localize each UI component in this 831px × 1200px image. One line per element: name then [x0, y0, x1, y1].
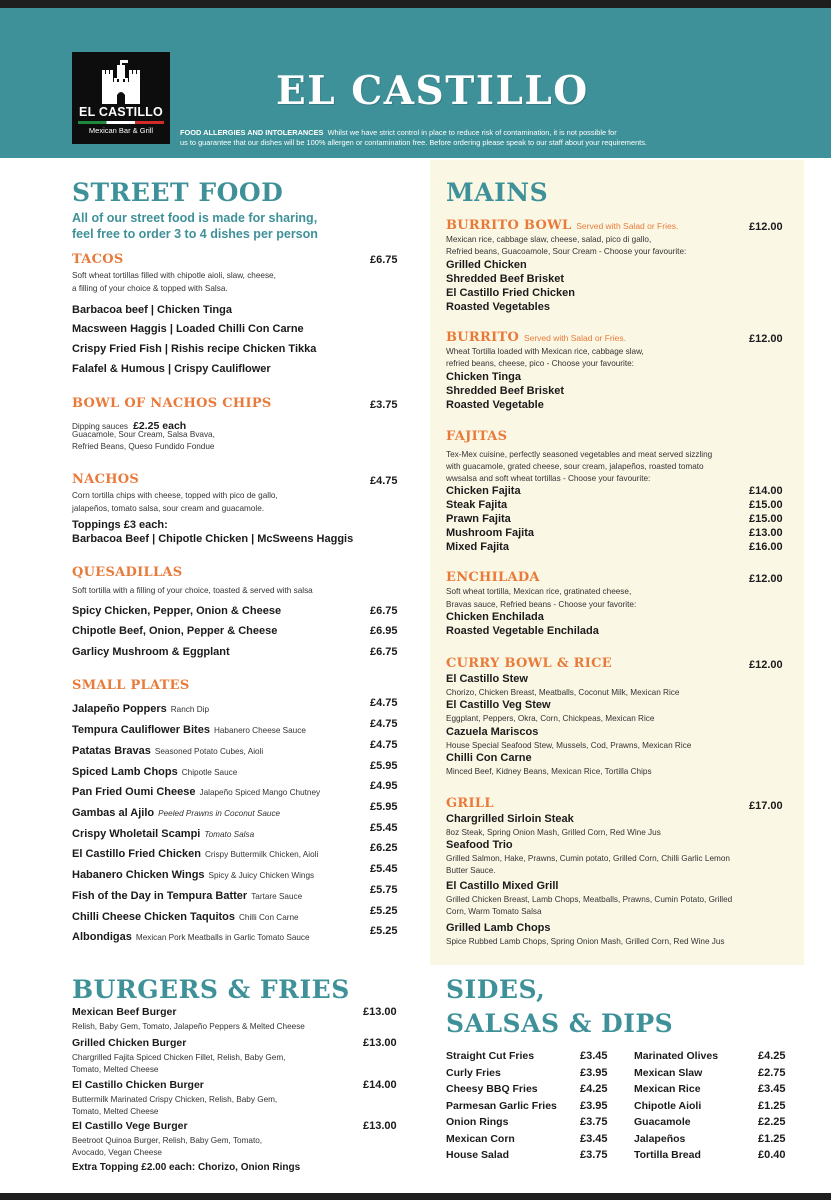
small-plate-price: £5.25 [370, 925, 398, 937]
small-plate-price: £4.75 [370, 739, 398, 751]
small-plate-note: Ranch Dip [170, 705, 209, 714]
side-price: £1.25 [758, 1133, 786, 1145]
small-plate-name: Crispy Wholetail Scampi [72, 828, 201, 840]
burrito-bowl-note: Served with Salad or Fries. [576, 221, 679, 231]
grill-price: £17.00 [749, 800, 783, 812]
small-plate-note: Habanero Cheese Sauce [213, 726, 306, 735]
small-plate-price: £5.45 [370, 863, 398, 875]
allergy-text-2: us to guarantee that our dishes will be 100% allergen or contamination free. Before ordering please speak to our staff about your requirements. [180, 137, 647, 147]
nachos-chips-title: BOWL OF NACHOS CHIPS [72, 396, 272, 411]
burger-name: El Castillo Chicken Burger [72, 1079, 204, 1091]
quesadilla-price: £6.75 [370, 605, 398, 617]
tacos-price: £6.75 [370, 254, 398, 266]
side-price: £3.75 [580, 1116, 608, 1128]
allergy-notice [180, 128, 740, 147]
side-price: £3.45 [580, 1133, 608, 1145]
side-name: Chipotle Aioli [634, 1100, 702, 1112]
enchilada-title: ENCHILADA [446, 570, 540, 585]
grill-item-desc: Spice Rubbed Lamb Chops, Spring Onion Mash, Grilled Corn, Red Wine Jus [446, 937, 725, 946]
curry-item-desc: House Special Seafood Stew, Mussels, Cod, Prawns, Mexican Rice [446, 741, 692, 750]
quesadilla-item: Garlicy Mushroom & Eggplant [72, 646, 230, 658]
side-name: Mexican Corn [446, 1133, 515, 1145]
street-food-title: STREET FOOD [72, 178, 284, 207]
small-plate-name: El Castillo Fried Chicken [72, 848, 201, 860]
small-plate-name: Jalapeño Poppers [72, 703, 167, 715]
small-plate-item [72, 822, 254, 841]
small-plate-price: £5.75 [370, 884, 398, 896]
grill-item-desc: Grilled Chicken Breast, Lamb Chops, Meatballs, Prawns, Cumin Potato, Grilled [446, 895, 733, 904]
nachos-title: NACHOS [72, 472, 140, 487]
grill-item-desc: Butter Sauce. [446, 866, 496, 875]
burrito-bowl-desc-2: Refried beans, Guacoamole, Sour Cream - Choose your favourite: [446, 247, 687, 256]
small-plate-note: Peeled Prawns in Coconut Sauce [158, 809, 281, 818]
quesadilla-price: £6.95 [370, 625, 398, 637]
side-price: £2.25 [758, 1116, 786, 1128]
burrito-option: Roasted Vegetable [446, 399, 544, 411]
nachos-toppings-label: Toppings £3 each: [72, 519, 168, 531]
enchilada-option: Roasted Vegetable Enchilada [446, 625, 599, 637]
side-name: Onion Rings [446, 1116, 509, 1128]
side-name: Mexican Rice [634, 1083, 701, 1095]
fajita-price: £14.00 [749, 485, 783, 497]
curry-item-desc: Minced Beef, Kidney Beans, Mexican Rice, Tortilla Chips [446, 767, 652, 776]
burrito-bowl-option: Shredded Beef Brisket [446, 273, 564, 285]
small-plate-item [72, 905, 299, 924]
bottom-border [0, 1193, 831, 1200]
side-price: £4.25 [580, 1083, 608, 1095]
small-plate-item [72, 739, 263, 758]
grill-item-desc: Corn, Warm Tomato Salsa [446, 907, 542, 916]
burgers-title: BURGERS & FRIES [72, 975, 350, 1004]
small-plate-note: Tartare Sauce [251, 892, 303, 901]
nachos-desc-2: jalapeños, tomato salsa, sour cream and guacamole. [72, 504, 265, 513]
fajitas-title: FAJITAS [446, 429, 508, 444]
fajita-name: Steak Fajita [446, 499, 508, 511]
curry-item-name: El Castillo Veg Stew [446, 699, 551, 711]
small-plate-item [72, 780, 320, 799]
dipping-sauces-price: £2.25 each [133, 420, 187, 432]
grill-item-name: El Castillo Mixed Grill [446, 880, 559, 892]
burrito-name: BURRITO [446, 330, 520, 345]
quesadillas-title: QUESADILLAS [72, 565, 183, 580]
small-plate-name: Patatas Bravas [72, 745, 151, 757]
curry-item-name: Chilli Con Carne [446, 752, 532, 764]
mains-title: MAINS [446, 178, 549, 207]
nachos-toppings-options: Barbacoa Beef | Chipotle Chicken | McSweens Haggis [72, 533, 354, 545]
side-name: Curly Fries [446, 1067, 501, 1079]
small-plate-price: £5.95 [370, 760, 398, 772]
enchilada-option: Chicken Enchilada [446, 611, 544, 623]
logo-subtitle: Mexican Bar & Grill [88, 126, 154, 135]
side-price: £0.40 [758, 1149, 786, 1161]
side-price: £3.45 [580, 1050, 608, 1062]
burgers-extra: Extra Topping £2.00 each: Chorizo, Onion Rings [72, 1162, 301, 1173]
fajita-name: Prawn Fajita [446, 513, 511, 525]
small-plate-item [72, 697, 209, 716]
small-plate-note: Chilli Con Carne [239, 913, 299, 922]
enchilada-desc-2: Bravas sauce, Refried beans - Choose your favorite: [446, 600, 637, 609]
burrito-desc-2: refried beans, cheese, pico - Choose your favourite: [446, 359, 634, 368]
side-price: £3.45 [758, 1083, 786, 1095]
curry-price: £12.00 [749, 659, 783, 671]
quesadillas-desc: Soft tortilla with a filling of your choice, toasted & served with salsa [72, 586, 313, 595]
grill-title: GRILL [446, 796, 494, 811]
allergy-text-1: Whilst we have strict control in place to reduce risk of contamination, it is not possible for [327, 128, 617, 137]
fajita-price: £15.00 [749, 499, 783, 511]
tacos-option: Crispy Fried Fish | Rishis recipe Chicken Tikka [72, 343, 317, 355]
flag-stripe [78, 121, 164, 124]
curry-item-name: Cazuela Mariscos [446, 726, 539, 738]
side-name: Cheesy BBQ Fries [446, 1083, 538, 1095]
burger-desc: Buttermilk Marinated Crispy Chicken, Relish, Baby Gem, [72, 1095, 278, 1104]
burrito-option: Chicken Tinga [446, 371, 521, 383]
street-food-intro-1: All of our street food is made for sharing, [72, 211, 318, 225]
fajita-name: Mixed Fajita [446, 541, 509, 553]
curry-item-desc: Eggplant, Peppers, Okra, Corn, Chickpeas, Mexican Rice [446, 714, 655, 723]
burrito-desc-1: Wheat Tortilla loaded with Mexican rice, cabbage slaw, [446, 347, 644, 356]
side-name: Parmesan Garlic Fries [446, 1100, 557, 1112]
small-plate-note: Chipotle Sauce [181, 768, 238, 777]
burger-name: El Castillo Vege Burger [72, 1120, 188, 1132]
side-price: £1.25 [758, 1100, 786, 1112]
small-plate-note: Seasoned Potato Cubes, Aioli [154, 747, 264, 756]
enchilada-desc-1: Soft wheat tortilla, Mexican rice, gratinated cheese, [446, 587, 632, 596]
burger-desc: Avocado, Vegan Cheese [72, 1148, 162, 1157]
side-name: Marinated Olives [634, 1050, 719, 1062]
tacos-title: TACOS [72, 252, 124, 267]
top-border [0, 0, 831, 8]
small-plate-name: Albondigas [72, 931, 132, 943]
small-plate-name: Spiced Lamb Chops [72, 766, 178, 778]
castle-icon [102, 60, 140, 104]
grill-item-desc: Grilled Salmon, Hake, Prawns, Cumin potato, Grilled Corn, Chilli Garlic Lemon [446, 854, 730, 863]
small-plate-note: Jalapeño Spiced Mango Chutney [199, 788, 321, 797]
side-price: £3.95 [580, 1067, 608, 1079]
side-name: Straight Cut Fries [446, 1050, 535, 1062]
burger-desc: Tomato, Melted Cheese [72, 1107, 159, 1116]
side-name: Jalapeños [634, 1133, 686, 1145]
small-plate-name: Tempura Cauliflower Bites [72, 724, 210, 736]
side-name: Mexican Slaw [634, 1067, 703, 1079]
logo-name: EL CASTILLO [79, 105, 163, 119]
small-plate-note: Spicy & Juicy Chicken Wings [208, 871, 315, 880]
side-price: £2.75 [758, 1067, 786, 1079]
small-plate-price: £4.75 [370, 718, 398, 730]
burger-price: £13.00 [363, 1120, 397, 1132]
brand-title: EL CASTILLO [276, 68, 589, 114]
tacos-option: Macsween Haggis | Loaded Chilli Con Carne [72, 323, 304, 335]
curry-item-name: El Castillo Stew [446, 673, 528, 685]
side-price: £3.75 [580, 1149, 608, 1161]
side-price: £3.95 [580, 1100, 608, 1112]
quesadilla-item: Chipotle Beef, Onion, Pepper & Cheese [72, 625, 278, 637]
fajitas-desc-2: with guacamole, grated cheese, sour cream, jalapeños, roasted tomato [446, 462, 704, 471]
small-plate-item [72, 842, 318, 861]
small-plate-item [72, 884, 302, 903]
tacos-option: Falafel & Humous | Crispy Cauliflower [72, 363, 271, 375]
burrito-bowl-option: Grilled Chicken [446, 259, 527, 271]
enchilada-price: £12.00 [749, 573, 783, 585]
burrito-bowl-option: Roasted Vegetables [446, 301, 550, 313]
burger-price: £13.00 [363, 1006, 397, 1018]
header-banner [0, 8, 831, 158]
burrito-note: Served with Salad or Fries. [523, 333, 626, 343]
nachos-desc-1: Corn tortilla chips with cheese, topped with pico de gallo, [72, 491, 278, 500]
side-name: Tortilla Bread [634, 1149, 701, 1161]
dipping-sauces-label: Dipping sauces [72, 422, 128, 431]
burrito-bowl-desc-1: Mexican rice, cabbage slaw, cheese, salad, pico di gallo, [446, 235, 652, 244]
small-plate-item [72, 801, 280, 820]
burger-price: £14.00 [363, 1079, 397, 1091]
grill-item-name: Chargrilled Sirloin Steak [446, 813, 574, 825]
burrito-bowl-name: BURRITO BOWL [446, 218, 572, 233]
burrito-bowl-option: El Castillo Fried Chicken [446, 287, 575, 299]
burger-name: Grilled Chicken Burger [72, 1037, 187, 1049]
small-plates-title: SMALL PLATES [72, 678, 190, 693]
fajita-price: £15.00 [749, 513, 783, 525]
burrito-price: £12.00 [749, 333, 783, 345]
burger-name: Mexican Beef Burger [72, 1006, 177, 1018]
tacos-desc-2: a filling of your choice & topped with Salsa. [72, 284, 228, 293]
small-plate-note: Mexican Pork Meatballs in Garlic Tomato Sauce [135, 933, 310, 942]
fajita-name: Chicken Fajita [446, 485, 521, 497]
small-plate-item [72, 760, 237, 779]
quesadilla-item: Spicy Chicken, Pepper, Onion & Cheese [72, 605, 282, 617]
fajita-name: Mushroom Fajita [446, 527, 535, 539]
small-plate-name: Habanero Chicken Wings [72, 869, 205, 881]
small-plate-price: £5.25 [370, 905, 398, 917]
sides-title-2: SALSAS & DIPS [446, 1009, 674, 1038]
curry-title: CURRY BOWL & RICE [446, 656, 613, 671]
grill-item-name: Seafood Trio [446, 839, 513, 851]
small-plate-name: Chilli Cheese Chicken Taquitos [72, 911, 235, 923]
fajitas-desc-1: Tex-Mex cuisine, perfectly seasoned vegetables and meat served sizzling [446, 450, 713, 459]
small-plate-item [72, 863, 314, 882]
tacos-desc-1: Soft wheat tortillas filled with chipotle aioli, slaw, cheese, [72, 271, 276, 280]
burger-price: £13.00 [363, 1037, 397, 1049]
sides-title-1: SIDES, [446, 975, 546, 1004]
small-plate-note: Crispy Buttermilk Chicken, Aioli [204, 850, 319, 859]
small-plate-note: Tomato Salsa [204, 830, 255, 839]
burger-desc: Beetroot Quinoa Burger, Relish, Baby Gem, Tomato, [72, 1136, 263, 1145]
allergy-title: FOOD ALLERGIES AND INTOLERANCES [180, 128, 324, 137]
nachos-chips-desc-2: Refried Beans, Queso Fundido Fondue [72, 442, 215, 451]
burrito-bowl-price: £12.00 [749, 221, 783, 233]
grill-item-name: Grilled Lamb Chops [446, 922, 551, 934]
fajita-price: £13.00 [749, 527, 783, 539]
tacos-option: Barbacoa beef | Chicken Tinga [72, 304, 232, 316]
fajita-price: £16.00 [749, 541, 783, 553]
burrito-bowl-title [446, 218, 678, 233]
small-plate-item [72, 925, 310, 944]
fajitas-desc-3: wwsalsa and soft wheat tortillas - Choose your favourite: [446, 474, 651, 483]
nachos-price: £4.75 [370, 475, 398, 487]
small-plate-price: £6.25 [370, 842, 398, 854]
small-plate-item [72, 718, 306, 737]
curry-item-desc: Chorizo, Chicken Breast, Meatballs, Coconut Milk, Mexican Rice [446, 688, 680, 697]
small-plate-price: £5.95 [370, 801, 398, 813]
burger-desc: Relish, Baby Gem, Tomato, Jalapeño Peppers & Melted Cheese [72, 1022, 305, 1031]
street-food-intro-2: feel free to order 3 to 4 dishes per person [72, 227, 318, 241]
small-plate-name: Gambas al Ajilo [72, 807, 155, 819]
logo [72, 52, 170, 144]
burrito-title [446, 330, 626, 345]
small-plate-name: Pan Fried Oumi Cheese [72, 786, 196, 798]
small-plate-price: £5.45 [370, 822, 398, 834]
side-name: House Salad [446, 1149, 510, 1161]
small-plate-price: £4.75 [370, 697, 398, 709]
small-plate-name: Fish of the Day in Tempura Batter [72, 890, 248, 902]
nachos-chips-price: £3.75 [370, 399, 398, 411]
burger-desc: Tomato, Melted Cheese [72, 1065, 159, 1074]
small-plate-price: £4.95 [370, 780, 398, 792]
burger-desc: Chargrilled Fajita Spiced Chicken Fillet, Relish, Baby Gem, [72, 1053, 286, 1062]
nachos-chips-desc-1: Guacamole, Sour Cream, Salsa Bvava, [72, 430, 215, 439]
quesadilla-price: £6.75 [370, 646, 398, 658]
grill-item-desc: 8oz Steak, Spring Onion Mash, Grilled Corn, Red Wine Jus [446, 828, 661, 837]
side-price: £4.25 [758, 1050, 786, 1062]
burrito-option: Shredded Beef Brisket [446, 385, 564, 397]
side-name: Guacamole [634, 1116, 691, 1128]
